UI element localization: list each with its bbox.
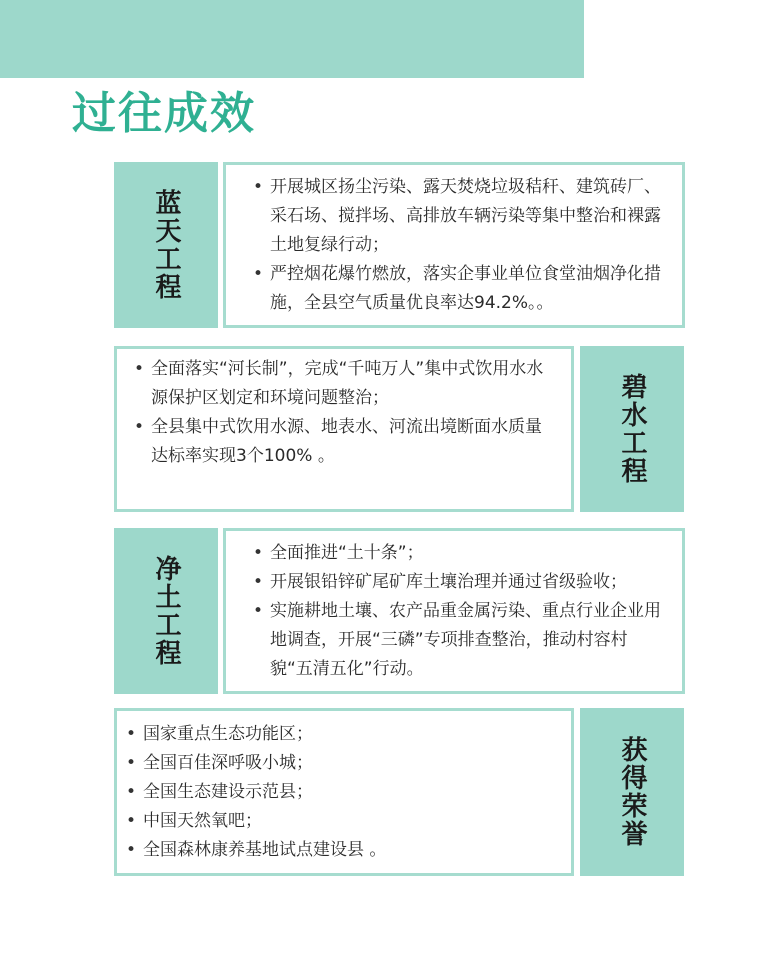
section-content-clean-soil: [223, 528, 685, 694]
list-item: • 开展银铅锌矿尾矿库土壤治理并通过省级验收；: [250, 568, 670, 597]
section-label-text: 蓝天工程: [151, 189, 181, 301]
section-content-blue-sky: [223, 162, 685, 328]
list-item: • 实施耕地土壤、农产品重金属污染、重点行业企业用地调查，开展“三磷”专项排查整治，推动村容村貌“五清五化”行动。: [250, 597, 670, 684]
section-label-honors: [580, 708, 684, 876]
section-label-clear-water: [580, 346, 684, 512]
top-banner: [0, 0, 584, 78]
section-label-clean-soil: [114, 528, 218, 694]
list-item: • 严控烟花爆竹燃放，落实企事业单位食堂油烟净化措施，全县空气质量优良率达94.2%。。: [250, 260, 666, 318]
list-item: • 开展城区扬尘污染、露天焚烧垃圾秸秆、建筑砖厂、采石场、搅拌场、高排放车辆污染等集中整治和裸露土地复绿行动；: [250, 173, 666, 260]
bullet-list: [131, 355, 553, 471]
section-label-text: 净土工程: [151, 555, 181, 667]
section-label-blue-sky: [114, 162, 218, 328]
bullet-list: [123, 720, 386, 865]
list-item: • 全面落实“河长制”，完成“千吨万人”集中式饮用水水源保护区划定和环境问题整治；: [131, 355, 553, 413]
page-title: 过往成效: [72, 88, 256, 139]
list-item: • 全国森林康养基地试点建设县 。: [123, 836, 386, 865]
section-content-honors: [114, 708, 574, 876]
list-item: • 全国百佳深呼吸小城；: [123, 749, 386, 778]
list-item: • 国家重点生态功能区；: [123, 720, 386, 749]
bullet-list: [250, 173, 666, 318]
bullet-list: [250, 539, 670, 684]
list-item: • 中国天然氧吧；: [123, 807, 386, 836]
section-label-text: 碧水工程: [617, 373, 647, 485]
list-item: • 全面推进“土十条”；: [250, 539, 670, 568]
list-item: • 全县集中式饮用水源、地表水、河流出境断面水质量达标率实现3个100% 。: [131, 413, 553, 471]
section-content-clear-water: [114, 346, 574, 512]
section-label-text: 获得荣誉: [617, 736, 647, 848]
list-item: • 全国生态建设示范县；: [123, 778, 386, 807]
